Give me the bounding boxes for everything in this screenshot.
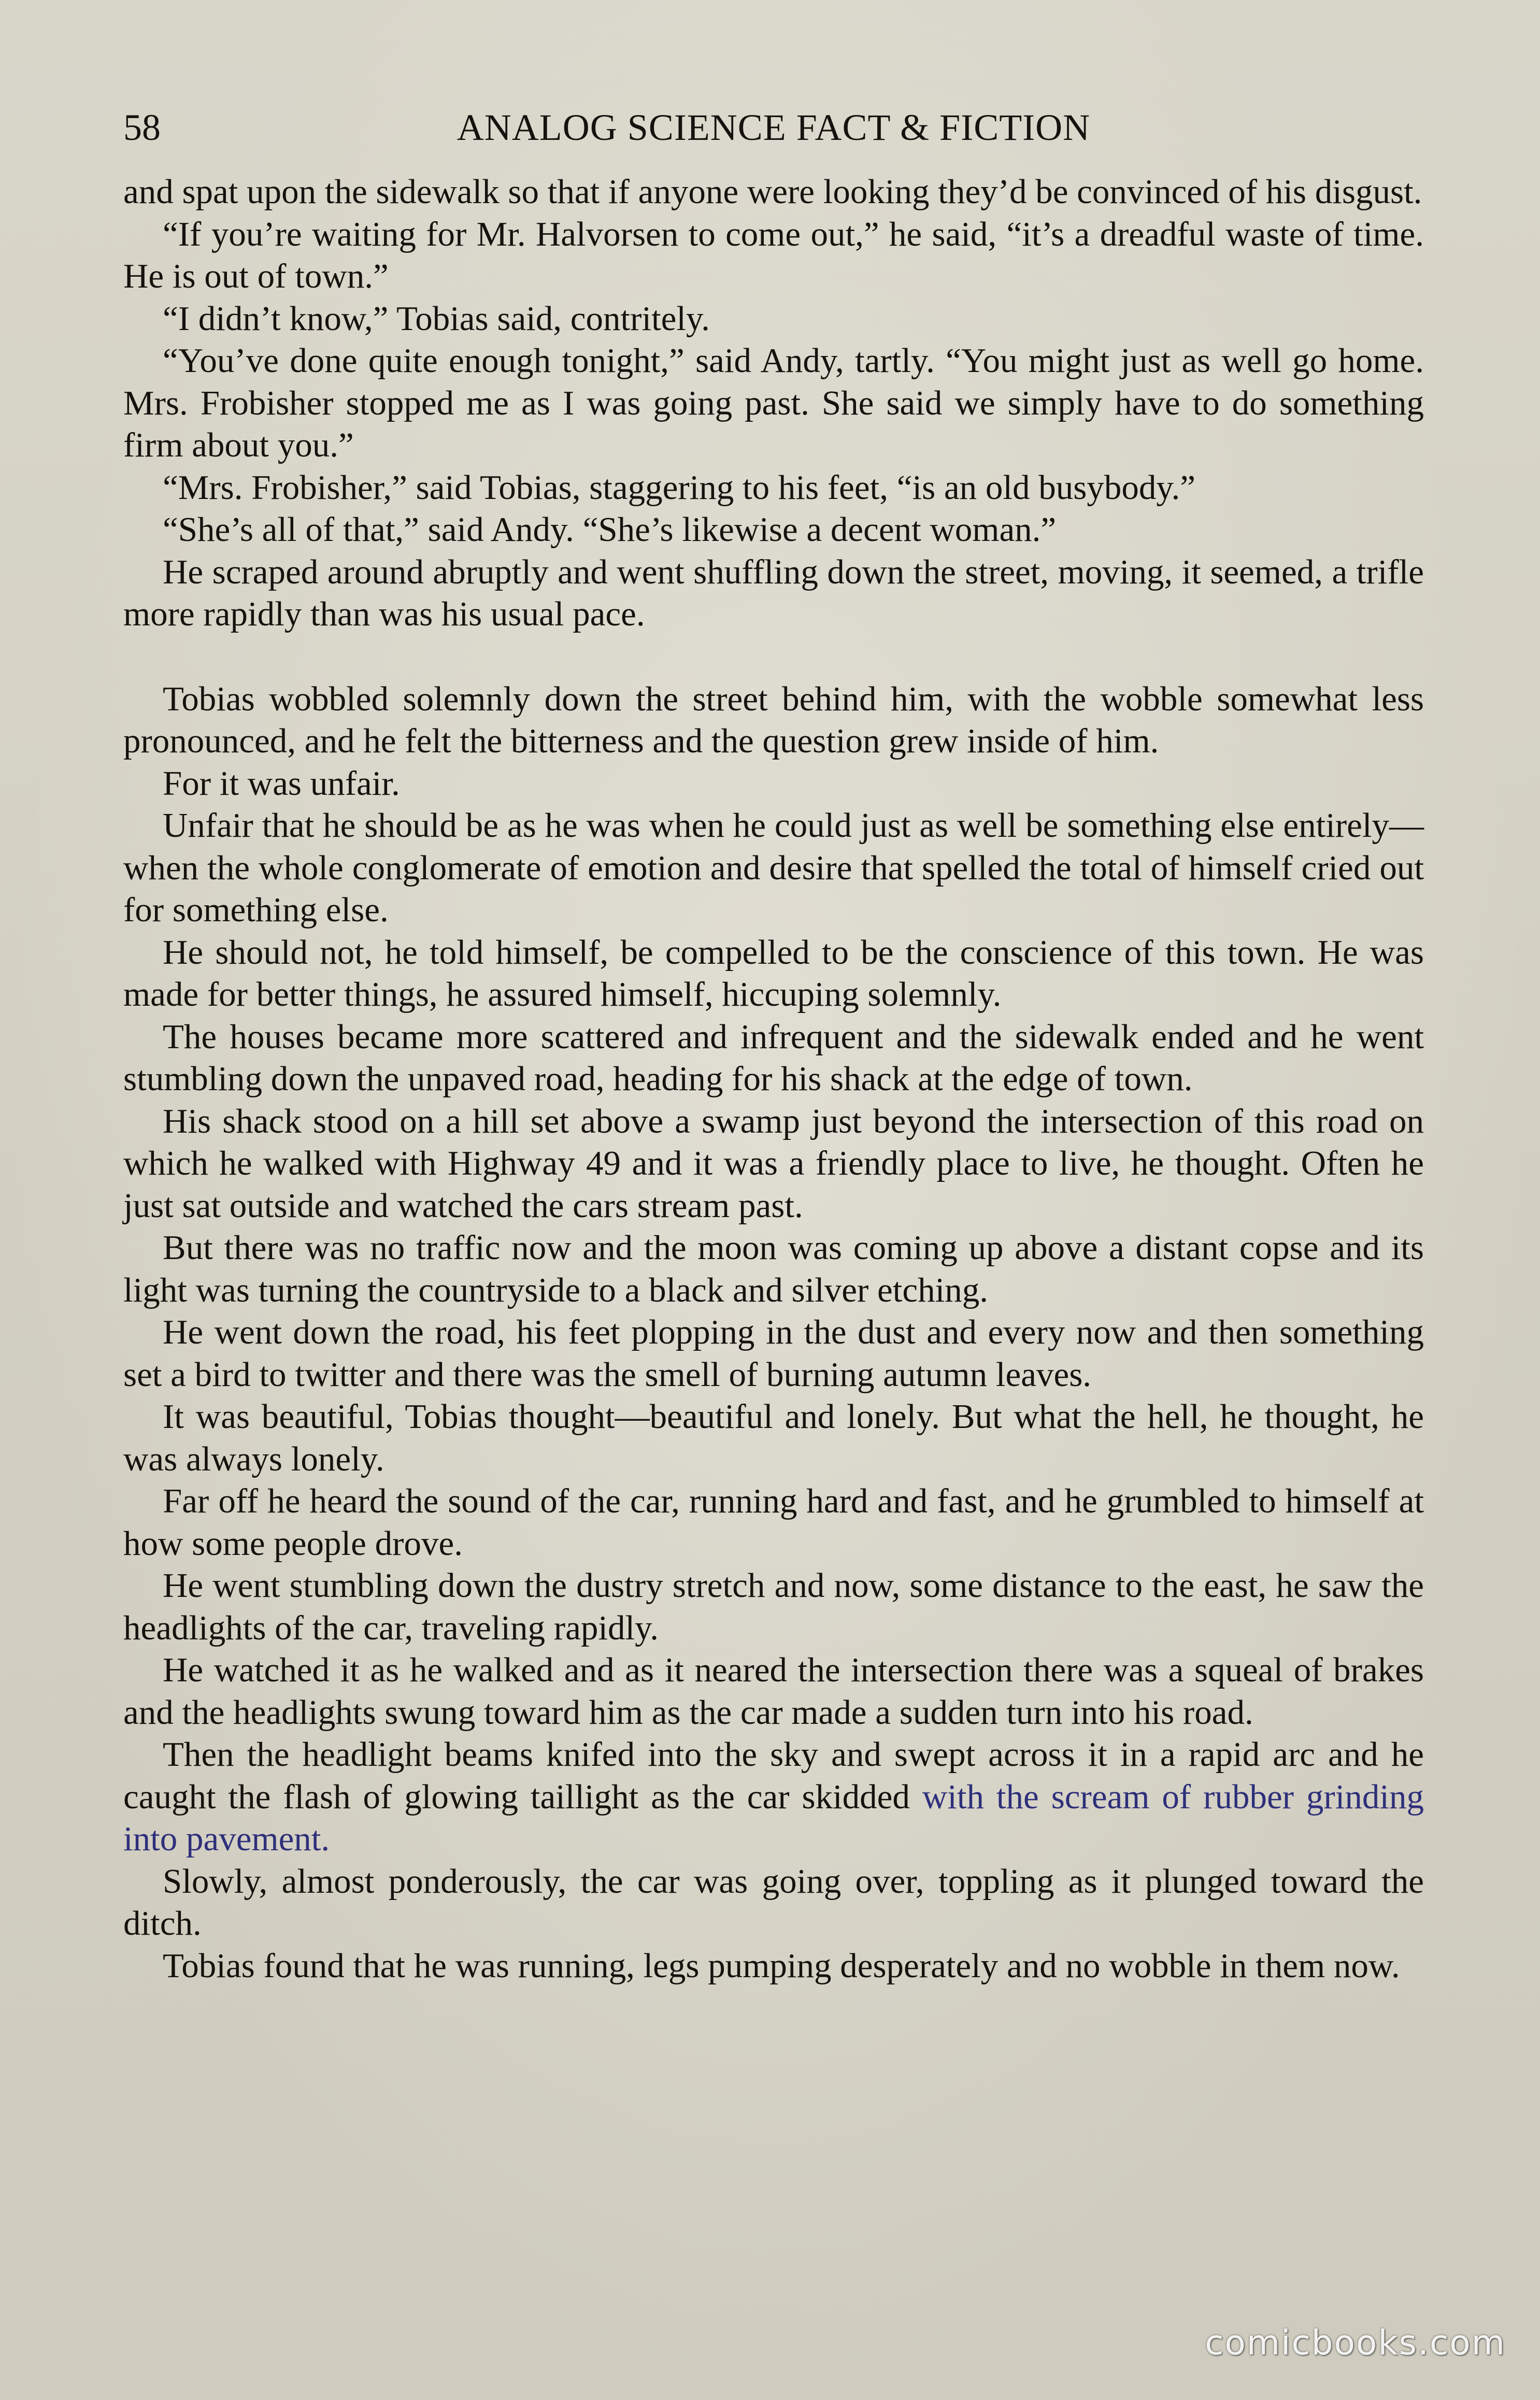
watermark: comicbooks.com xyxy=(1205,2323,1506,2363)
paragraph-arc xyxy=(123,1734,1424,1861)
arc-text: Then the headlight beams knifed into the sky and swept across it in a rapid arc and he caught the flash of glowing taillight as the car skidded xyxy=(123,1735,1424,1816)
paragraph: Tobias wobbled solemnly down the street behind him, with the wobble somewhat less pronounced, and he felt the bitterness and the question grew inside of him. xyxy=(123,679,1424,760)
paragraph: “You’ve done quite enough tonight,” said Andy, tartly. “You might just as well go home. Mrs. Frobisher stopped me as I was going past. She said we simply have to do something firm about you.” xyxy=(123,341,1424,464)
paragraph: Tobias found that he was running, legs pumping desperately and no wobble in them now. xyxy=(163,1946,1400,1985)
paragraph: “If you’re waiting for Mr. Halvorsen to come out,” he said, “it’s a dreadful waste of time. He is out of town.” xyxy=(123,215,1424,295)
paragraph: For it was unfair. xyxy=(163,764,400,803)
page-number: 58 xyxy=(123,107,161,148)
paragraph: Unfair that he should be as he was when he could just as well be something else entirely—when the whole conglomerate of emotion and desire that spelled the total of himself cried out for something else. xyxy=(123,806,1424,929)
paragraph: He went down the road, his feet plopping in the dust and every now and then something set a bird to twitter and there was the smell of burning autumn leaves. xyxy=(123,1313,1424,1394)
paragraph: He watched it as he walked and as it neared the intersection there was a squeal of brakes and the headlights swung toward him as the car made a sudden turn into his road. xyxy=(123,1651,1424,1732)
paragraph: “Mrs. Frobisher,” said Tobias, staggering to his feet, “is an old busybody.” xyxy=(163,468,1195,507)
body-text xyxy=(123,171,1424,1987)
page-header xyxy=(123,102,1424,153)
paragraph: “She’s all of that,” said Andy. “She’s likewise a decent woman.” xyxy=(163,510,1057,549)
paragraph: He went stumbling down the dustry stretch and now, some distance to the east, he saw the headlights of the car, traveling rapidly. xyxy=(123,1566,1424,1647)
paragraph: But there was no traffic now and the moon was coming up above a distant copse and its light was turning the countryside to a black and silver etching. xyxy=(123,1228,1424,1309)
paragraph: The houses became more scattered and infrequent and the sidewalk ended and he went stumbling down the unpaved road, heading for his shack at the edge of town. xyxy=(123,1017,1424,1098)
blue-ink-text: with the scream of rubber grinding into pavement. xyxy=(123,1777,1424,1858)
paragraph: He scraped around abruptly and went shuffling down the street, moving, it seemed, a trifle more rapidly than was his usual pace. xyxy=(123,552,1424,633)
paragraph: and spat upon the sidewalk so that if anyone were looking they’d be convinced of his disgust. xyxy=(123,173,1422,211)
paragraph: Slowly, almost ponderously, the car was going over, toppling as it plunged toward the ditch. xyxy=(123,1862,1424,1942)
paragraph: Far off he heard the sound of the car, running hard and fast, and he grumbled to himself at how some people drove. xyxy=(123,1482,1424,1563)
running-head: ANALOG SCIENCE FACT & FICTION xyxy=(457,107,1091,148)
paragraph: His shack stood on a hill set above a swamp just beyond the intersection of this road on which he walked with Highway 49 and it was a friendly place to live, he thought. Often he just sat outside and watched the cars stream past. xyxy=(123,1102,1424,1225)
paragraph: “I didn’t know,” Tobias said, contritely. xyxy=(163,299,710,338)
paragraph: He should not, he told himself, be compelled to be the conscience of this town. He was made for better things, he assured himself, hiccuping solemnly. xyxy=(123,933,1424,1013)
paragraph: It was beautiful, Tobias thought—beautiful and lonely. But what the hell, he thought, he was always lonely. xyxy=(123,1397,1424,1478)
